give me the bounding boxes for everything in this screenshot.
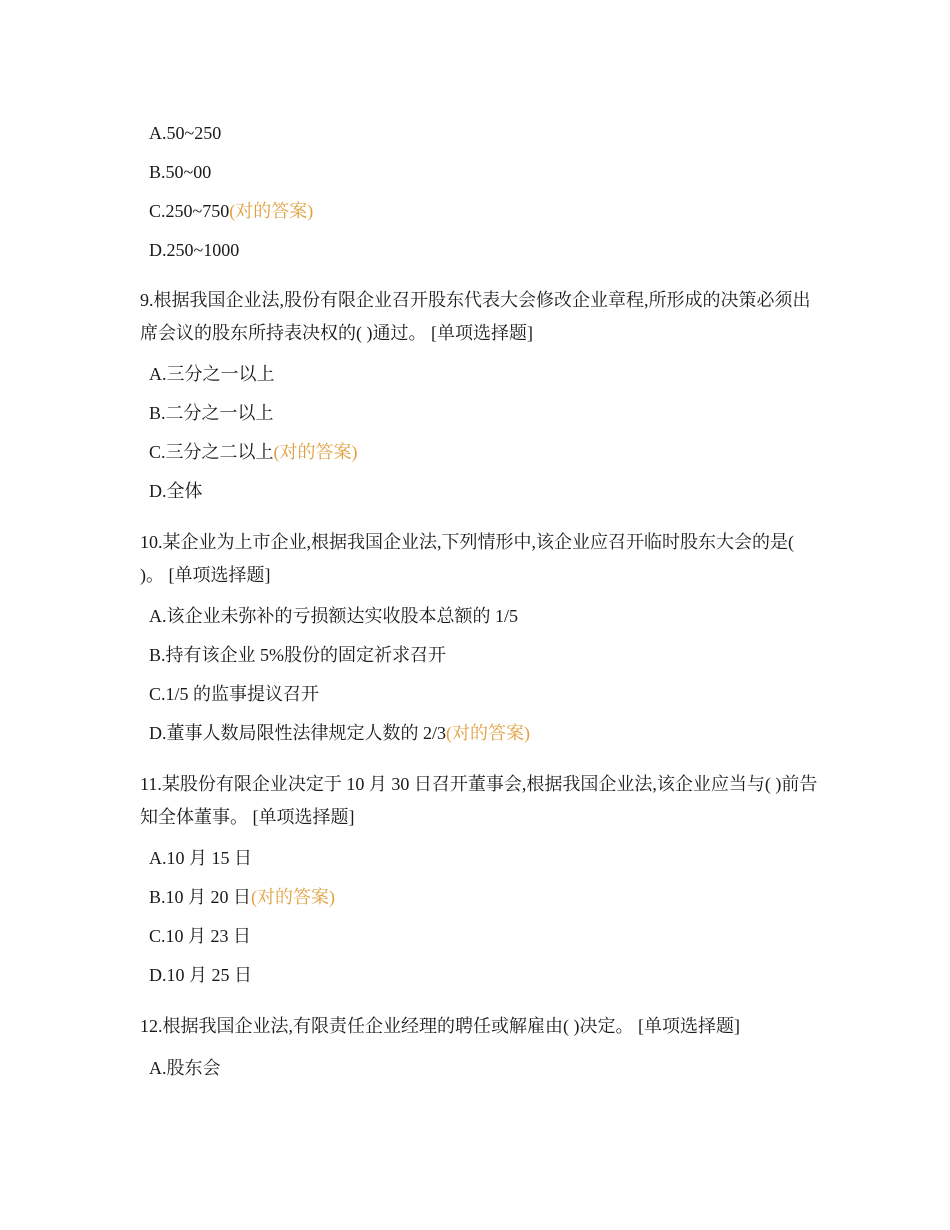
correct-answer-marker: (对的答案) (229, 201, 314, 221)
q11-question-text: 11.某股份有限企业决定于 10 月 30 日召开董事会,根据我国企业法,该企业应当与( )前告知全体董事。 [单项选择题] (140, 774, 818, 827)
q9-option-b: B.二分之一以上 (149, 403, 274, 423)
q10-option-b: B.持有该企业 5%股份的固定祈求召开 (149, 645, 446, 665)
q11-option-a: A.10 月 15 日 (149, 848, 252, 868)
correct-answer-marker: (对的答案) (251, 887, 336, 907)
q12-question-text: 12.根据我国企业法,有限责任企业经理的聘任或解雇由( )决定。 [单项选择题] (140, 1016, 740, 1036)
q9-option-a: A.三分之一以上 (149, 364, 275, 384)
q10-option-a: A.该企业未弥补的亏损额达实收股本总额的 1/5 (149, 606, 518, 626)
correct-answer-marker: (对的答案) (446, 723, 530, 743)
q8-option-c: C.250~750(对的答案) (149, 201, 314, 221)
q10-option-d: D.董事人数局限性法律规定人数的 2/3(对的答案) (149, 723, 530, 743)
q8-option-b: B.50~00 (149, 162, 212, 182)
q12-option-a: A.股东会 (149, 1058, 221, 1078)
q8-option-d: D.250~1000 (149, 240, 240, 260)
q9-option-d: D.全体 (149, 481, 203, 501)
q11-option-c: C.10 月 23 日 (149, 926, 252, 946)
correct-answer-marker: (对的答案) (273, 442, 358, 462)
q10-option-c: C.1/5 的监事提议召开 (149, 684, 320, 704)
q11-option-d: D.10 月 25 日 (149, 965, 252, 985)
q8-option-a: A.50~250 (149, 123, 222, 143)
q10-question-text: 10.某企业为上市企业,根据我国企业法,下列情形中,该企业应召开临时股东大会的是( )。 [单项选择题] (140, 532, 794, 585)
q11-option-b: B.10 月 20 日(对的答案) (149, 887, 336, 907)
q9-question-text: 9.根据我国企业法,股份有限企业召开股东代表大会修改企业章程,所形成的决策必须出席会议的股东所持表决权的( )通过。 [单项选择题] (140, 290, 811, 343)
q9-option-c: C.三分之二以上(对的答案) (149, 442, 358, 462)
